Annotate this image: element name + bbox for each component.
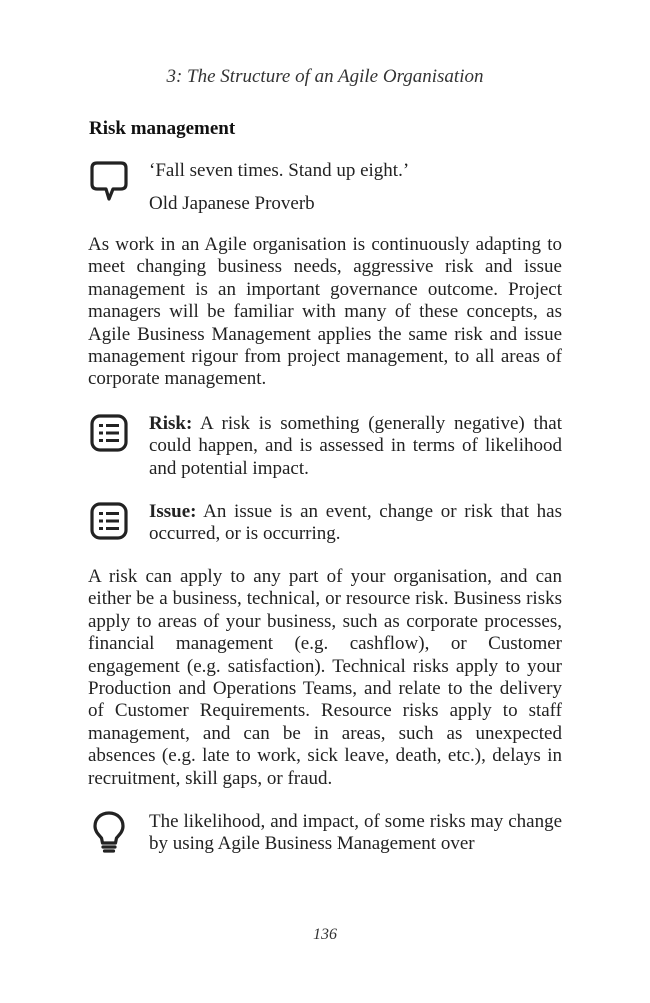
section-title: Risk management bbox=[89, 118, 236, 139]
quote-text: ‘Fall seven times. Stand up eight.’ bbox=[149, 160, 410, 181]
page-number: 136 bbox=[313, 926, 337, 943]
checklist-icon bbox=[89, 501, 129, 546]
running-head: 3: The Structure of an Agile Organisation bbox=[166, 66, 484, 87]
risk-types-paragraph: A risk can apply to any part of your organisation, and can either be a business, technical, or resource risk. Business risks apply to areas of your business, such as corporate processes, financial management (e.g. cashflow), or Customer engagement (e.g. satisfaction). Technical risks apply to your Production and Operations Teams, and relate to the delivery of Customer Requirements. Resource risks apply to staff management, and can be in areas, such as unexpected absences (e.g. late to work, sick leave, death, etc.), delays in recruitment, skill gaps, or fraud. bbox=[88, 566, 562, 789]
issue-term: Issue: bbox=[149, 501, 197, 522]
checklist-icon bbox=[89, 413, 129, 458]
risk-definition-text: A risk is something (generally negative) that could happen, and is assessed in terms of likelihood and potential impact. bbox=[149, 413, 562, 479]
issue-definition bbox=[149, 501, 562, 546]
risk-term: Risk: bbox=[149, 413, 193, 434]
lightbulb-icon bbox=[92, 810, 126, 859]
tip-text: The likelihood, and impact, of some risks may change by using Agile Business Management over bbox=[149, 811, 562, 855]
issue-definition-text: An issue is an event, change or risk that has occurred, or is occurring. bbox=[149, 501, 562, 545]
risk-definition bbox=[149, 413, 562, 480]
speech-bubble-icon bbox=[89, 160, 129, 207]
intro-paragraph: As work in an Agile organisation is continuously adapting to meet changing business needs, aggressive risk and issue management is an important governance outcome. Project managers will be familiar with many of these concepts, as Agile Business Management applies the same risk and issue management rigour from project management, to all areas of corporate management. bbox=[88, 234, 562, 390]
quote-attribution: Old Japanese Proverb bbox=[149, 193, 315, 214]
